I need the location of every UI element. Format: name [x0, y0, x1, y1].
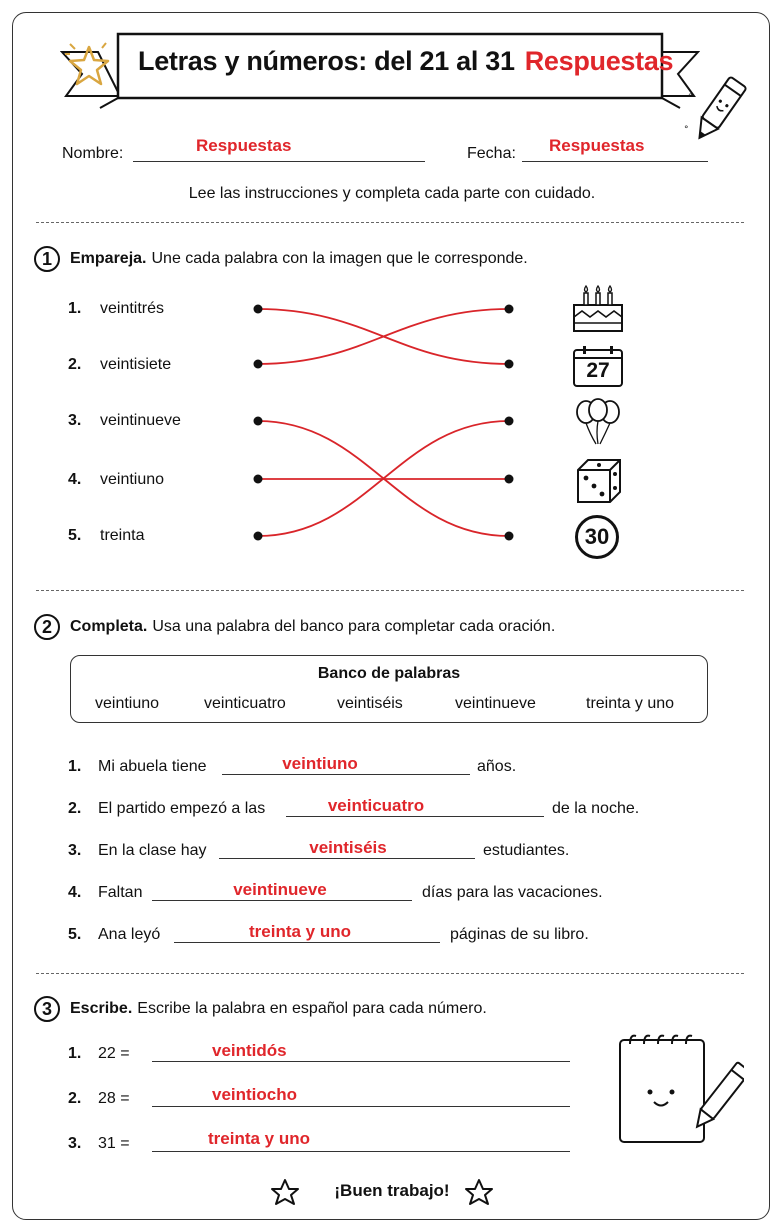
match-dot [505, 532, 514, 541]
sentence-number: 1. [68, 758, 82, 775]
match-dot [254, 532, 263, 541]
date-label: Fecha: [467, 145, 516, 162]
write-item-number: 3. [68, 1135, 82, 1152]
notepad-pencil-icon [614, 1030, 744, 1148]
word-bank [70, 655, 708, 723]
bank-word: veintiséis [337, 695, 403, 712]
section3-heading [34, 996, 487, 1022]
divider [36, 590, 744, 591]
sentence-text: Mi abuela tiene [98, 758, 207, 775]
sentence-text: El partido empezó a las [98, 800, 266, 817]
write-answer: veintiocho [212, 1085, 298, 1104]
sentence-blank[interactable] [174, 942, 440, 943]
match-word: veintiuno [100, 471, 165, 488]
sentence-number: 5. [68, 926, 82, 943]
match-word: treinta [100, 527, 145, 544]
svg-text:°: ° [684, 125, 689, 135]
sentence-blank[interactable] [222, 774, 470, 775]
bank-word: veintiuno [95, 695, 160, 712]
sentence-text: páginas de su libro. [450, 926, 589, 943]
match-item-number: 4. [68, 471, 82, 488]
write-blank[interactable] [152, 1106, 570, 1107]
section3-instruction: Escribe la palabra en español para cada número. [137, 1000, 487, 1017]
page-title: Letras y números: del 21 al 31 Respuestas [138, 46, 674, 76]
match-word: veintinueve [100, 412, 181, 429]
match-word: veintitrés [100, 300, 165, 317]
matching-area[interactable] [0, 0, 784, 600]
match-dot [254, 475, 263, 484]
balloons-icon [572, 398, 624, 448]
sentence-answer: treinta y uno [248, 922, 351, 941]
write-answer: veintidós [212, 1041, 287, 1060]
matching-lines [258, 309, 509, 536]
sentence-answer: veinticuatro [327, 796, 425, 815]
match-line [258, 309, 509, 364]
match-item-number: 5. [68, 527, 82, 544]
footer-message: ¡Buen trabajo! [334, 1181, 450, 1200]
sentence-text: Ana leyó [98, 926, 161, 943]
section2-title: Completa. [70, 618, 148, 635]
write-blank[interactable] [152, 1061, 570, 1062]
section1-title: Empareja. [70, 250, 147, 267]
sentence-blank[interactable] [152, 900, 412, 901]
section3-title: Escribe. [70, 1000, 133, 1017]
divider [36, 973, 744, 974]
sentence-number: 4. [68, 884, 82, 901]
word-bank-title: Banco de palabras [317, 665, 461, 682]
bank-word: veinticuatro [204, 695, 286, 712]
match-dot [505, 360, 514, 369]
dice-icon [574, 456, 624, 506]
section3-number: 3 [34, 996, 60, 1022]
write-item-number: 2. [68, 1090, 82, 1107]
match-dot [254, 417, 263, 426]
match-dot [505, 475, 514, 484]
sentence-text: de la noche. [552, 800, 640, 817]
section1-instruction: Une cada palabra con la imagen que le corresponde. [151, 250, 528, 267]
star-icon [464, 1178, 494, 1206]
write-blank[interactable] [152, 1151, 570, 1152]
section1-number: 1 [34, 246, 60, 272]
sentence-blank[interactable] [286, 816, 544, 817]
sentence-number: 3. [68, 842, 82, 859]
match-dot [505, 417, 514, 426]
sentence-text: En la clase hay [98, 842, 207, 859]
match-dot [505, 305, 514, 314]
name-answer: Respuestas [196, 136, 292, 155]
svg-text:°: ° [688, 93, 693, 103]
section2-number: 2 [34, 614, 60, 640]
section2-heading [34, 614, 555, 640]
date-answer: Respuestas [549, 136, 645, 155]
write-answer: treinta y uno [208, 1129, 311, 1148]
sentence-answer: veintiséis [309, 838, 387, 857]
calendar-icon [572, 346, 624, 388]
sentence-text: días para las vacaciones. [422, 884, 603, 901]
bank-word: veintinueve [455, 695, 536, 712]
write-item-number: 1. [68, 1045, 82, 1062]
write-prompt: 31 = [98, 1135, 130, 1152]
sentence-answer: veintiuno [282, 754, 358, 773]
match-dot [254, 305, 263, 314]
sentence-text: años. [477, 758, 517, 775]
bank-word: treinta y uno [586, 695, 675, 712]
match-word: veintisiete [100, 356, 172, 373]
name-label: Nombre: [62, 145, 124, 162]
birthday-cake-icon [570, 283, 626, 335]
circle-30-icon: 30 [575, 515, 619, 559]
sentence-number: 2. [68, 800, 82, 817]
match-item-number: 1. [68, 300, 82, 317]
section2-instruction: Usa una palabra del banco para completar cada oración. [152, 618, 556, 635]
sentence-text: Faltan [98, 884, 143, 901]
sentence-blank[interactable] [219, 858, 475, 859]
match-dot [254, 360, 263, 369]
calendar-number: 27 [586, 359, 610, 382]
instructions-text: Lee las instrucciones y completa cada parte con cuidado. [188, 185, 596, 202]
write-prompt: 22 = [98, 1045, 130, 1062]
write-prompt: 28 = [98, 1090, 130, 1107]
sentence-answer: veintinueve [233, 880, 327, 899]
sentence-text: estudiantes. [483, 842, 570, 859]
match-item-number: 2. [68, 356, 82, 373]
answers-label: Respuestas [524, 46, 674, 76]
match-item-number: 3. [68, 412, 82, 429]
